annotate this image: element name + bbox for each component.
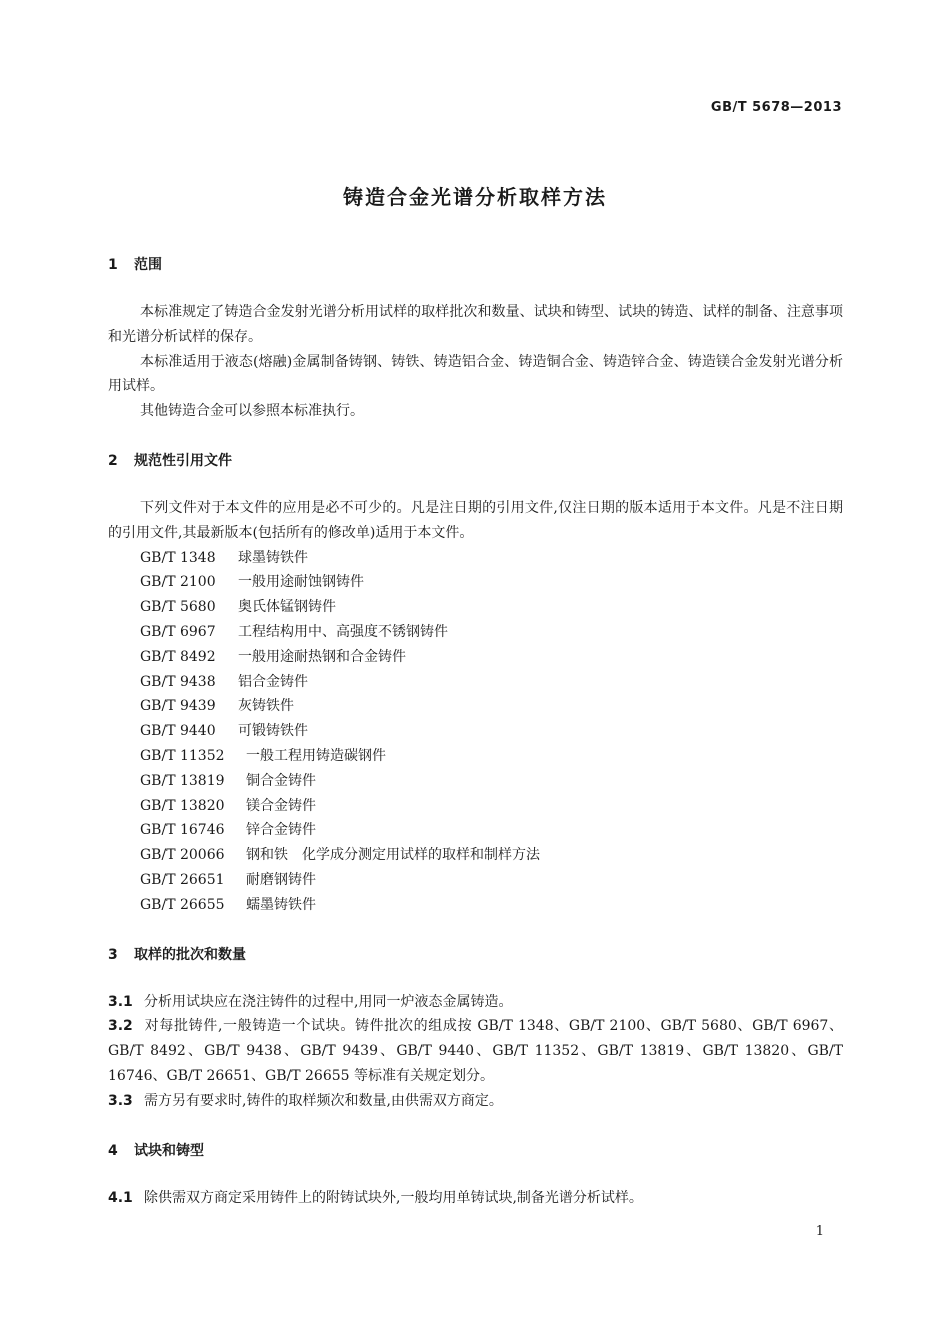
section-title: 规范性引用文件: [134, 452, 232, 469]
reference-title: 铜合金铸件: [246, 772, 316, 789]
reference-code: GB/T 5680: [140, 599, 216, 616]
reference-code: GB/T 9440: [140, 723, 216, 740]
section-2-intro: 下列文件对于本文件的应用是必不可少的。凡是注日期的引用文件,仅注日期的版本适用于本文件。凡是不注日期的引用文件,其最新版本(包括所有的修改单)适用于本文件。: [108, 499, 843, 541]
reference-title: 工程结构用中、高强度不锈钢铸件: [238, 623, 448, 640]
reference-code: GB/T 11352: [140, 747, 225, 764]
reference-item: [108, 595, 843, 620]
reference-title: 铝合金铸件: [238, 673, 308, 690]
reference-item: [108, 719, 843, 744]
clause-text: 对每批铸件,一般铸造一个试块。铸件批次的组成按 GB/T 1348、GB/T 2100、GB/T 5680、GB/T 6967、GB/T 8492、GB/T 9438、GB/T 9439、GB/T 9440、GB/T 11352、GB/T 13819、GB/T 13820、GB/T 16746、GB/T 26651、GB/T 26655 等标准有关规定划分。: [108, 1018, 843, 1084]
reference-item: [108, 645, 843, 670]
reference-code: GB/T 1348: [140, 549, 216, 566]
reference-item: [108, 843, 843, 868]
section-number: 4: [108, 1142, 118, 1159]
reference-title: 灰铸铁件: [238, 698, 294, 715]
reference-title: 可锻铸铁件: [238, 723, 308, 740]
section-1-paragraph-2: 本标准适用于液态(熔融)金属制备铸钢、铸铁、铸造铝合金、铸造铜合金、铸造锌合金、铸造镁合金发射光谱分析用试样。: [108, 353, 843, 395]
reference-item: [108, 794, 843, 819]
reference-title: 一般用途耐热钢和合金铸件: [238, 648, 406, 665]
reference-code: GB/T 13820: [140, 797, 225, 814]
reference-list: [108, 546, 843, 918]
reference-item: [108, 769, 843, 794]
reference-title: 一般工程用铸造碳钢件: [246, 747, 386, 764]
reference-title: 一般用途耐蚀钢铸件: [238, 574, 364, 591]
reference-code: GB/T 6967: [140, 623, 216, 640]
section-number: 3: [108, 946, 118, 963]
section-1-heading: [108, 252, 843, 278]
reference-item: [108, 694, 843, 719]
reference-item: [108, 868, 843, 893]
clause-number: 3.2: [108, 1018, 133, 1035]
reference-item: [108, 744, 843, 769]
reference-item: [108, 620, 843, 645]
clause-3-1: [108, 990, 843, 1015]
clause-number: 3.3: [108, 1092, 133, 1109]
clause-text: 除供需双方商定采用铸件上的附铸试块外,一般均用单铸试块,制备光谱分析试样。: [144, 1189, 643, 1206]
reference-item: [108, 818, 843, 843]
clause-text: 需方另有要求时,铸件的取样频次和数量,由供需双方商定。: [144, 1092, 503, 1109]
clause-3-3: [108, 1089, 843, 1114]
clause-number: 3.1: [108, 993, 133, 1010]
section-2-heading: [108, 448, 843, 474]
reference-code: GB/T 16746: [140, 822, 225, 839]
reference-title: 钢和铁 化学成分测定用试样的取样和制样方法: [246, 847, 540, 864]
clause-4-1: [108, 1186, 843, 1211]
clause-3-2: [108, 1014, 843, 1088]
clause-number: 4.1: [108, 1189, 133, 1206]
section-3-heading: [108, 942, 843, 968]
reference-code: GB/T 13819: [140, 772, 225, 789]
reference-code: GB/T 26651: [140, 871, 225, 888]
reference-title: 锌合金铸件: [246, 822, 316, 839]
section-number: 1: [108, 257, 118, 273]
reference-title: 蠕墨铸铁件: [246, 896, 316, 913]
section-4-heading: [108, 1138, 843, 1164]
reference-title: 耐磨钢铸件: [246, 871, 316, 888]
section-1-paragraph-3: 其他铸造合金可以参照本标准执行。: [140, 403, 364, 420]
document-body: [108, 252, 843, 1210]
clause-text: 分析用试块应在浇注铸件的过程中,用同一炉液态金属铸造。: [144, 993, 513, 1010]
document-title: 铸造合金光谱分析取样方法: [343, 185, 607, 209]
reference-title: 镁合金铸件: [246, 797, 316, 814]
reference-item: [108, 546, 843, 571]
section-title: 取样的批次和数量: [134, 946, 246, 963]
standard-code: GB/T 5678—2013: [710, 100, 842, 115]
section-number: 2: [108, 452, 118, 469]
section-1-paragraph-1: 本标准规定了铸造合金发射光谱分析用试样的取样批次和数量、试块和铸型、试块的铸造、试样的制备、注意事项和光谱分析试样的保存。: [108, 304, 843, 345]
section-title: 范围: [134, 257, 162, 273]
reference-item: [108, 893, 843, 918]
page-number: 1: [815, 1224, 824, 1239]
reference-item: [108, 570, 843, 595]
reference-title: 奥氏体锰钢铸件: [238, 599, 336, 616]
reference-item: [108, 670, 843, 695]
reference-code: GB/T 8492: [140, 648, 216, 665]
reference-code: GB/T 9438: [140, 673, 216, 690]
reference-code: GB/T 9439: [140, 698, 216, 715]
reference-title: 球墨铸铁件: [238, 549, 308, 566]
reference-code: GB/T 20066: [140, 847, 225, 864]
reference-code: GB/T 2100: [140, 574, 216, 591]
reference-code: GB/T 26655: [140, 896, 225, 913]
section-title: 试块和铸型: [134, 1142, 204, 1159]
